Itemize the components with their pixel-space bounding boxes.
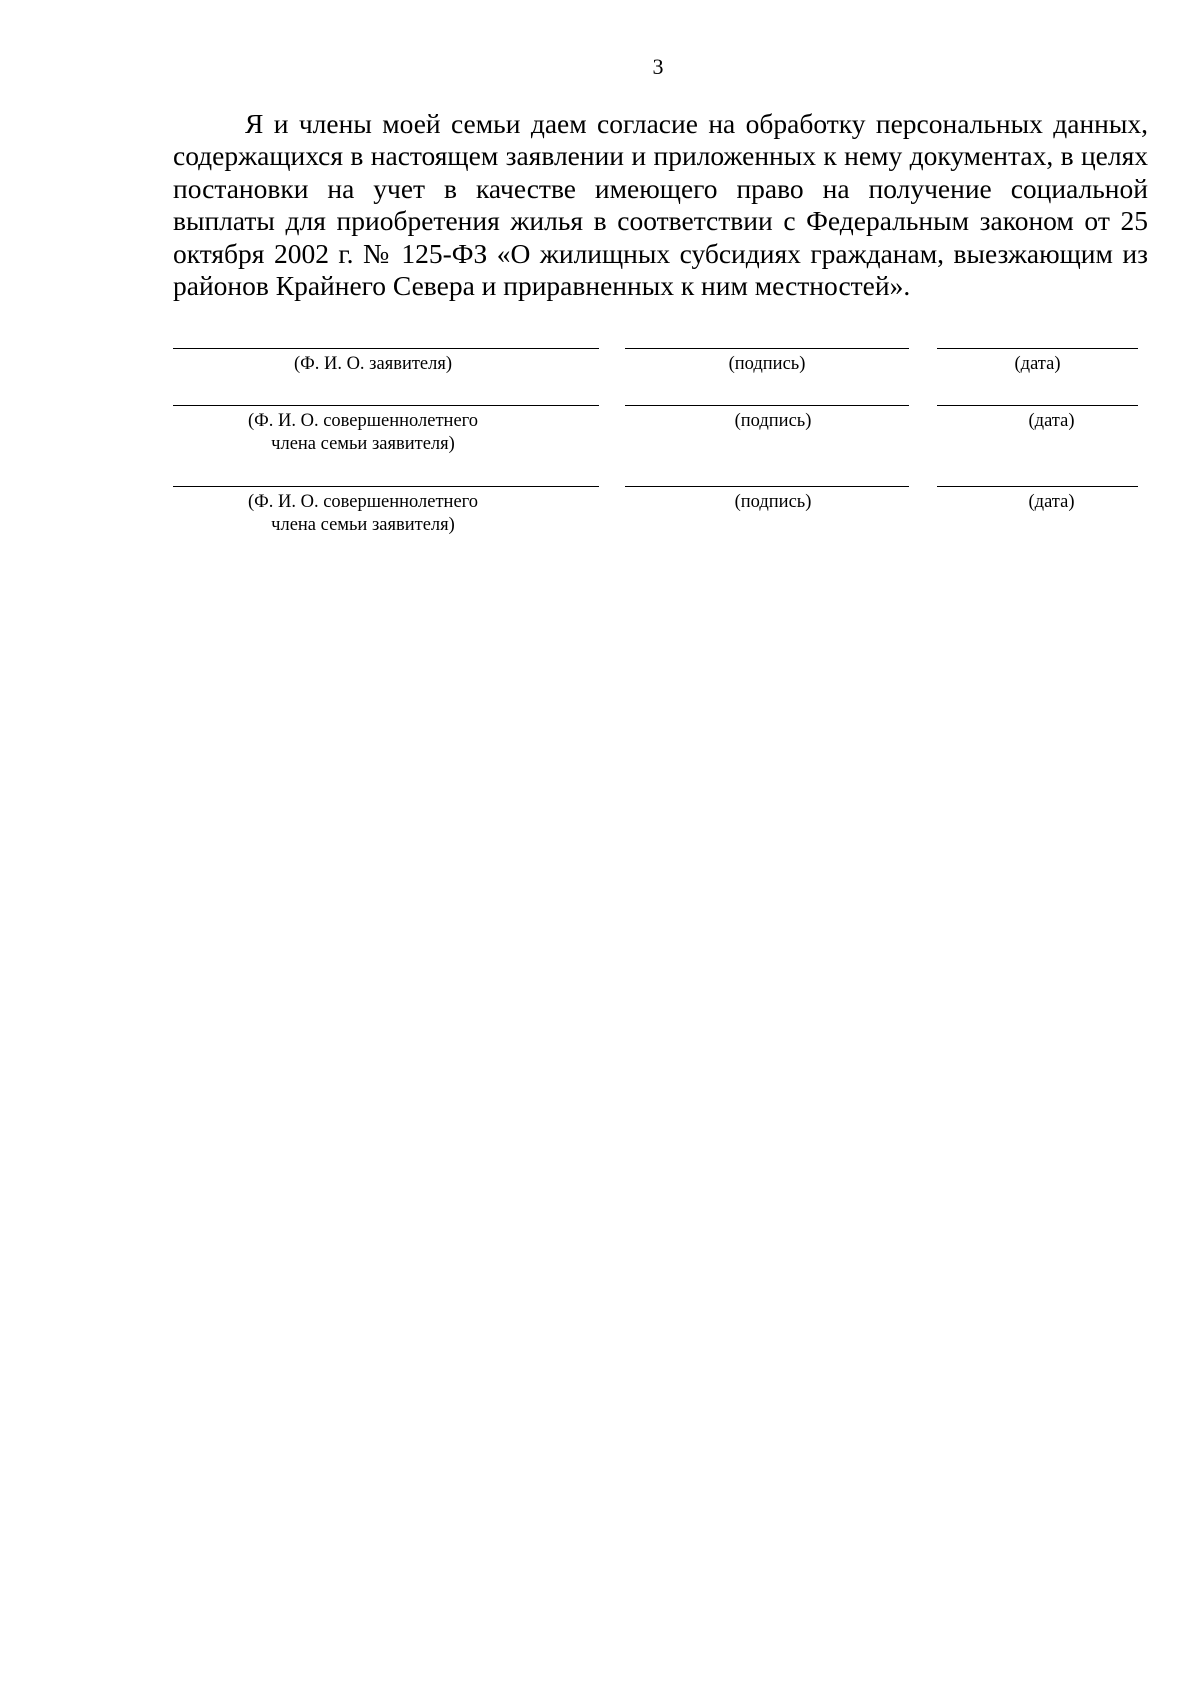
- name-caption-line2: члена семьи заявителя): [271, 515, 455, 535]
- sign-caption: (подпись): [734, 411, 812, 431]
- name-caption-line2: члена семьи заявителя): [271, 434, 455, 454]
- name-signature-line: [173, 348, 599, 349]
- date-caption: (дата): [1028, 492, 1075, 512]
- page-number: 3: [652, 54, 664, 79]
- name-caption: [233, 491, 493, 537]
- date-caption: (дата): [1014, 354, 1061, 374]
- name-caption-line1: (Ф. И. О. совершеннолетнего: [247, 411, 479, 431]
- date-signature-line: [937, 348, 1138, 349]
- date-caption: (дата): [1028, 411, 1075, 431]
- name-caption: (Ф. И. О. заявителя): [293, 354, 453, 374]
- sign-caption: (подпись): [734, 492, 812, 512]
- name-caption-line1: (Ф. И. О. совершеннолетнего: [247, 492, 479, 512]
- signature-row-family-member-2: [173, 486, 1148, 556]
- signature-line: [625, 348, 909, 349]
- signature-line: [625, 486, 909, 487]
- date-signature-line: [937, 486, 1138, 487]
- signature-line: [625, 405, 909, 406]
- name-signature-line: [173, 405, 599, 406]
- date-signature-line: [937, 405, 1138, 406]
- consent-paragraph: Я и члены моей семьи даем согласие на обработку персональных данных, содержащихся в настоящем заявлении и приложенных к нему документах, в целях постановки на учет в качестве имеющего право на получение социальной выплаты для приобретения жилья в соответствии с Федеральным законом от 25 октября 2002 г. № 125-ФЗ «О жилищных субсидиях гражданам, выезжающим из районов Крайнего Севера и приравненных к ним местностей».: [173, 108, 1148, 302]
- sign-caption: (подпись): [728, 354, 806, 374]
- name-caption: [233, 410, 493, 456]
- name-signature-line: [173, 486, 599, 487]
- signature-row-family-member-1: [173, 405, 1148, 475]
